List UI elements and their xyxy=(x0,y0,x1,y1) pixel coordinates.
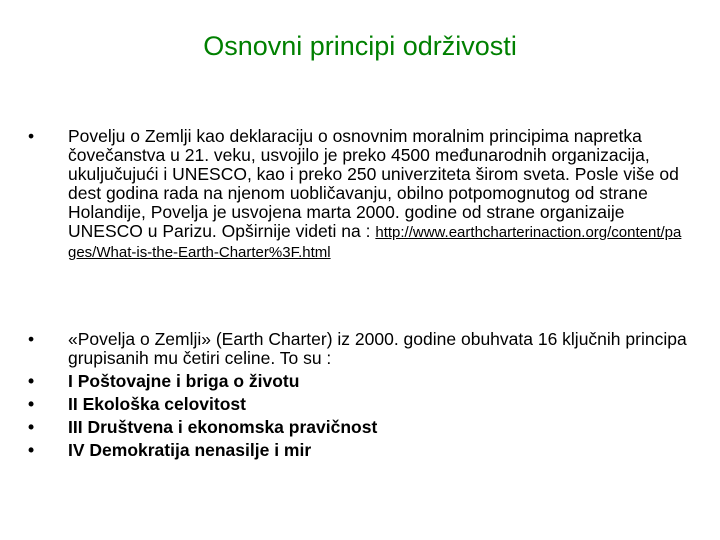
principle-item xyxy=(28,418,688,437)
principle-label: I Poštovajne i briga o životu xyxy=(68,371,300,391)
principle-item xyxy=(28,372,688,391)
bullet-dot: • xyxy=(28,440,35,460)
principle-item xyxy=(28,395,688,414)
bullet-dot: • xyxy=(28,394,35,414)
bullet-dot: • xyxy=(28,126,35,146)
bullet-dot: • xyxy=(28,329,35,349)
principle-label: II Ekološka celovitost xyxy=(68,394,246,414)
list-item xyxy=(28,127,688,262)
slide-title: Osnovni principi održivosti xyxy=(203,31,517,61)
bullet-list-intro xyxy=(28,127,688,262)
list-item xyxy=(28,330,688,368)
paragraph-text: Povelju o Zemlji kao deklaraciju o osnovnim moralnim principima napretka čovečanstva u 21. veku, usvojilo je preko 4500 međunarodnih organizacija, ukuljučujući i UNESCO, kao i preko 250 univerziteta širom sveta. Posle više od dest godina rada na njenom uobličavanju, obilno potpomognutog od strane Holandije, Povelja je usvojena marta 2000. godine od strane organizaije UNESCO u Parizu. Opširnije videti na : xyxy=(68,126,679,241)
bullet-dot: • xyxy=(28,371,35,391)
earth-charter-link[interactable]: http://www.earthcharterinaction.org/content/pages/What-is-the-Earth-Charter%3F.html xyxy=(68,224,682,261)
principle-label: III Društvena i ekonomska pravičnost xyxy=(68,417,378,437)
bullet-dot: • xyxy=(28,417,35,437)
principle-label: IV Demokratija nenasilje i mir xyxy=(68,440,312,460)
principle-item xyxy=(28,441,688,460)
bullet-list-principles xyxy=(28,330,688,464)
paragraph-text: «Povelja o Zemlji» (Earth Charter) iz 2000. godine obuhvata 16 ključnih principa grupisanih mu četiri celine. To su : xyxy=(68,329,687,368)
